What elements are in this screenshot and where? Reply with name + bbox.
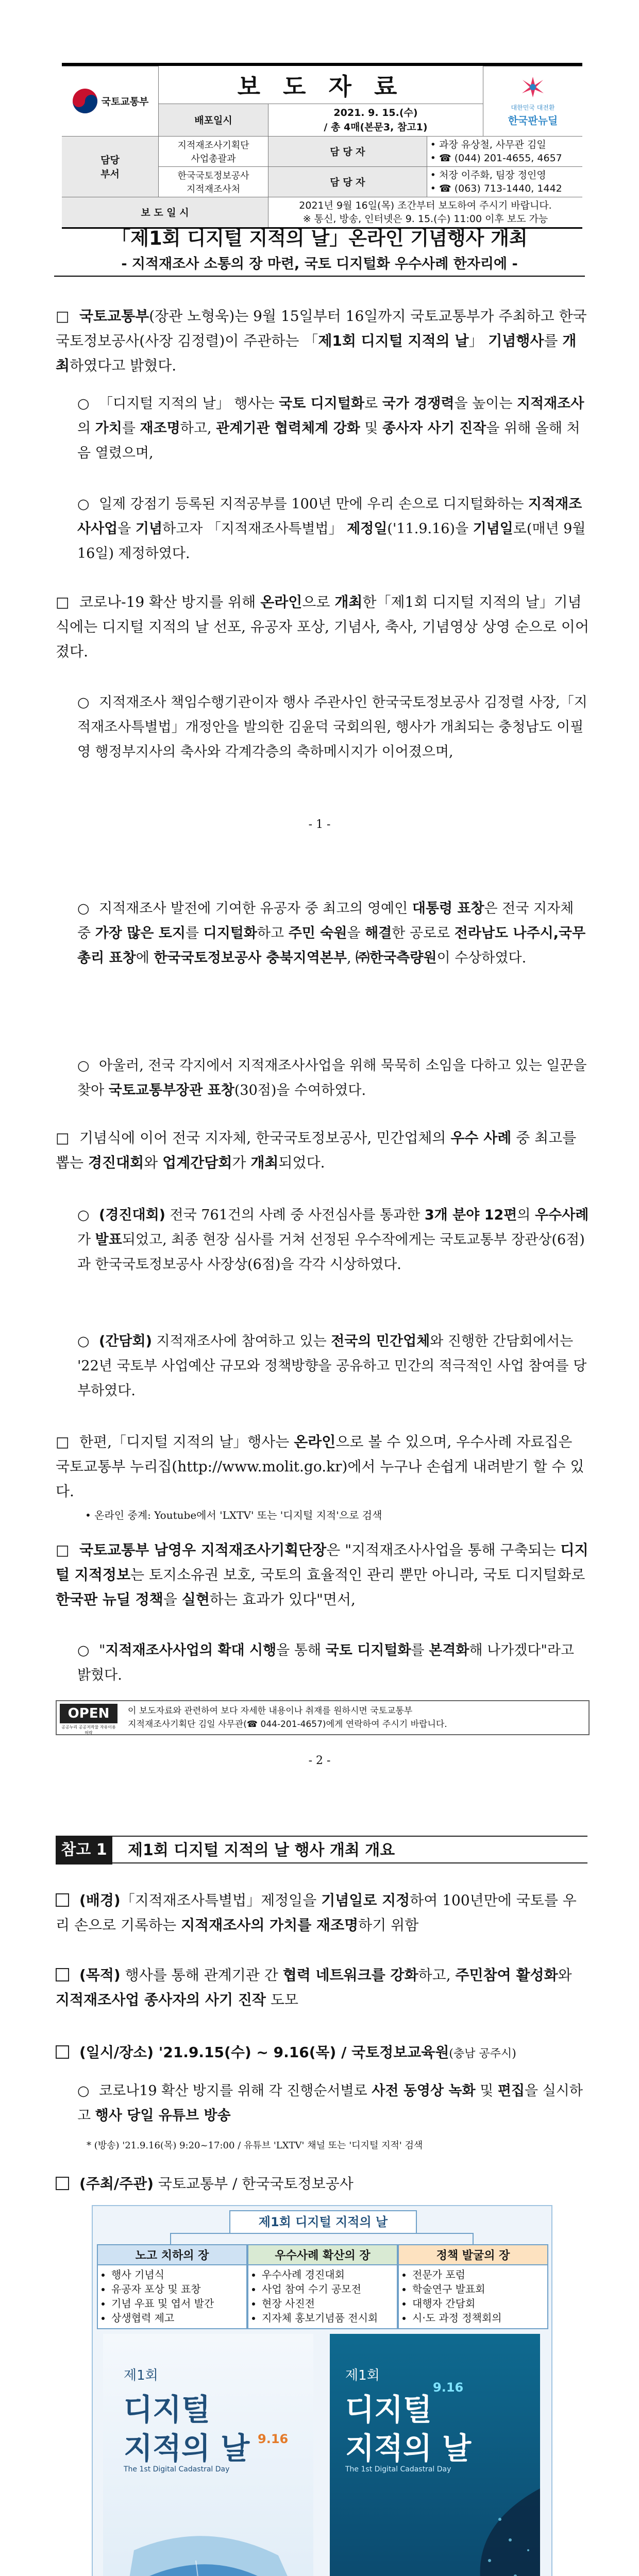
p12-b4: 실현	[181, 1591, 210, 1608]
page-number-1: - 1 -	[308, 818, 331, 831]
poster-1	[103, 2334, 313, 2576]
p12-t4: 하는 효과가 있다"면서,	[209, 1591, 356, 1608]
p9-b2: 우수사례	[535, 1207, 589, 1223]
bullet-circle: ○	[77, 1333, 90, 1349]
note-broadcast: * (방송) '21.9.16(목) 9:20~17:00 / 유튜브 'LXTV' 채널 또는 '디지털 지적' 검색	[87, 2140, 423, 2151]
newdeal-logo-cell	[483, 66, 583, 137]
column-1-item: • 유공자 포상 및 표창	[111, 2282, 246, 2296]
a3-t1: (충남 공주시)	[449, 2047, 516, 2060]
a2-t2: 하고,	[418, 1967, 456, 1984]
p6-t4: 하고	[257, 925, 289, 941]
a3-b1: '21.9.15(수) ~ 9.16(목) / 국토정보교육원	[154, 2044, 449, 2061]
p3-b2: 기념	[135, 521, 163, 537]
p5-t1: 지적재조사 책임수행기관이자 행사 주관사인 한국국토정보공사 김정렬 사장,「지적재조사특별법」개정안을 발의한 김윤덕 국회의원, 행사가 개최되는 충청남도 이필영 행정부지사의 축사와 각계각층의 축하메시지가 이어졌으며,	[77, 694, 587, 760]
p2-b2: 국가 경쟁력	[382, 396, 455, 412]
p2-b7: 종사자 사기 진작	[382, 420, 486, 436]
p9-t1: 전국 761건의 사례 중 사전심사를 통과한	[165, 1207, 425, 1223]
column-3-item: • 시·도 과정 정책회의	[412, 2311, 547, 2325]
p1-t2: 」	[468, 332, 483, 349]
a2-b2: 주민참여 활성화	[455, 1967, 558, 1984]
appendix-organizer	[56, 2172, 590, 2196]
p6-b1: 대통령 표창	[412, 901, 484, 917]
poster-1-date: 9.16	[258, 2432, 289, 2446]
appendix-purpose	[56, 1963, 590, 2012]
p7-b1: 국토교통부장관 표창	[108, 1082, 234, 1098]
p1-t1: (장관 노형욱)는 9월 15일부터 16일까지 국토교통부가 주최하고 한국국토정보공사(사장 김정렬)이 주관하는 「	[56, 308, 587, 349]
pages-value: / 총 4매(본문3, 참고1)	[324, 121, 428, 133]
p2-t1: 「디지털 지적의 날」 행사는	[99, 396, 279, 412]
a1-b2: 지적재조사의 가치를 재조명	[181, 1917, 359, 1934]
a4-b3: 행사 당일 유튜브 방송	[95, 2108, 231, 2124]
ministry-name: 국토교통부	[101, 96, 149, 108]
open-license-box	[56, 1700, 590, 1735]
a1-b0: (배경)	[79, 1892, 121, 1909]
headline-rule	[54, 276, 585, 277]
paragraph-1	[56, 304, 590, 378]
paragraph-10	[77, 1329, 590, 1403]
person-label-1: 담 당 자	[268, 136, 427, 166]
appendix-date-place	[56, 2040, 590, 2066]
paragraph-6	[77, 896, 590, 971]
p6-t7: 에	[136, 950, 154, 966]
p6-b6: 전라남도 나주시,국무총리 표창	[77, 925, 586, 966]
column-2-item: • 사업 참여 수기 공모전	[262, 2282, 397, 2296]
p11-b1: 온라인	[294, 1433, 336, 1450]
a4-t3: 을 실시하고	[77, 2083, 583, 2124]
p6-t9: 이 수상하였다.	[436, 950, 527, 966]
embargo-label: 보 도 일 시	[62, 197, 268, 227]
p10-t2: 와 진행한 간담회에서는 '22년 국토부 사업예산 규모와 정책방향을 공유하고 민간의 적극적인 사업 참여를 당부하였다.	[77, 1333, 587, 1399]
date-label: 배포일시	[159, 104, 268, 136]
p8-t1: 기념식에 이어 전국 지자체, 한국국토정보공사, 민간업체의	[79, 1129, 451, 1146]
a2-b1: 협력 네트워크를 강화	[282, 1967, 418, 1984]
note-online: • 온라인 중계: Youtube에서 'LXTV' 또는 '디지털 지적'으로 검색	[85, 1509, 382, 1521]
person-2-phone: • ☎ (063) 713-1440, 1442	[430, 182, 562, 194]
bullet-square: □	[56, 594, 70, 611]
a4-t2: 및	[475, 2083, 498, 2099]
bullet-square: □	[56, 1433, 70, 1450]
dept-2: 한국국토정보공사 지적재조사처	[159, 166, 268, 197]
p13-t2: 을 통해	[276, 1642, 326, 1658]
p3-t1: 일제 강점기 등록된 지적공부를 100년 만에 우리 손으로 디지털화하는	[99, 496, 528, 512]
dept-label: 담당 부서	[62, 136, 159, 197]
p10-b1: 전국의 민간업체	[331, 1333, 430, 1349]
press-header	[62, 63, 582, 229]
checkbox-icon	[56, 1893, 69, 1907]
p8-t5: 되었다.	[278, 1154, 325, 1171]
date-value: 2021. 9. 15.(수)	[333, 107, 418, 118]
p6-t6: 한 공로로	[392, 925, 455, 941]
newdeal-tagline: 대한민국 대전환	[511, 104, 555, 112]
p1-b1: 국토교통부	[79, 308, 149, 325]
a3-b0: (일시/장소)	[79, 2044, 154, 2061]
paragraph-2	[77, 392, 590, 466]
p9-b3: 발표	[95, 1232, 122, 1248]
paragraph-9	[77, 1203, 590, 1277]
p6-b3: 디지털화	[203, 925, 257, 941]
column-3-item: • 학술연구 발표회	[412, 2282, 547, 2296]
p9-t4: 되었고, 최종 현장 심사를 거쳐 선정된 우수작에게는 국토교통부 장관상(6점)과 한국국토정보공사 사장상(6점)을 각각 시상하였다.	[77, 1232, 585, 1273]
paragraph-13	[77, 1638, 590, 1688]
diagram-title: 제1회 디지털 지적의 날	[229, 2210, 417, 2234]
bullet-circle: ○	[77, 2083, 90, 2099]
p2-b5: 재조명	[140, 420, 180, 436]
diagram-connector	[170, 2233, 474, 2244]
poster-2-date: 9.16	[433, 2380, 464, 2395]
p3-t5: 로(매년 9월 16일) 제정하였다.	[77, 521, 586, 562]
p2-t8: 을 위해 올해 처음 열렸으며,	[77, 420, 580, 461]
bullet-circle: ○	[77, 694, 90, 710]
column-3-item: • 대행자 간담회	[412, 2296, 547, 2311]
person-1-name: • 과장 유상철, 사무관 김일	[430, 139, 546, 150]
open-sub: 공공누리 공공저작물 자유이용허락	[61, 1725, 116, 1735]
open-label: OPEN	[60, 1704, 117, 1723]
p3-t2: 을	[117, 521, 136, 537]
p1-b2: 제1회 디지털 지적의 날	[318, 332, 469, 349]
a4-b1: 사전 동영상 녹화	[372, 2083, 476, 2099]
a2-t3: 와	[558, 1967, 572, 1984]
column-1-item: • 행사 기념식	[111, 2267, 246, 2282]
paragraph-8	[56, 1126, 590, 1175]
paragraph-11	[56, 1430, 590, 1504]
column-1-head: 노고 치하의 장	[98, 2245, 246, 2265]
headline: 「제1회 디지털 지적의 날」온라인 기념행사 개최	[111, 227, 528, 249]
column-1-item: • 기념 우표 및 엽서 발간	[111, 2296, 246, 2311]
poster-1-line2: 디지털	[124, 2392, 211, 2427]
diagram-column-1	[97, 2244, 247, 2329]
p2-t6: 하고,	[180, 420, 216, 436]
p8-b2: 경진대회	[88, 1154, 144, 1171]
p6-t5: 을	[347, 925, 365, 941]
ministry-logo-cell	[62, 66, 159, 137]
p2-t3: 을 높이는	[454, 396, 517, 412]
p8-b1: 우수 사례	[450, 1129, 512, 1146]
p11-t1: 한편,「디지털 지적의 날」행사는	[79, 1433, 294, 1450]
bullet-square: □	[56, 1129, 70, 1146]
p4-b2: 개최	[334, 594, 363, 611]
a4-b2: 편집	[497, 2083, 525, 2099]
p2-b1: 국토 디지털화	[279, 396, 365, 412]
p12-t3: 을	[163, 1591, 182, 1608]
person-2	[427, 166, 582, 197]
paragraph-4	[56, 590, 590, 664]
p10-b0: (간담회)	[99, 1333, 152, 1349]
p4-t2: 으로	[302, 594, 335, 611]
p7-t2: (30점)을 수여하였다.	[234, 1082, 366, 1098]
p10-t1: 지적재조사에 참여하고 있는	[152, 1333, 331, 1349]
p6-b5: 해결	[365, 925, 392, 941]
p6-b7: 한국국토정보공사 충북지역본부	[154, 950, 347, 966]
p1-t4: 하였다고 밝혔다.	[70, 357, 177, 374]
p6-b4: 주민 숙원	[288, 925, 347, 941]
paragraph-7	[77, 1054, 590, 1103]
column-2-item: • 우수사례 경진대회	[262, 2267, 397, 2282]
a2-t1: 행사를 통해 관계기관 간	[120, 1967, 283, 1984]
p13-b2: 국토 디지털화	[325, 1642, 411, 1658]
poster-2-line1: 제1회	[345, 2368, 380, 2383]
person-1	[427, 136, 582, 166]
p13-b3: 본격화	[429, 1642, 469, 1658]
diagram-column-2	[247, 2244, 398, 2329]
appendix-background	[56, 1888, 590, 1938]
poster-1-line1: 제1회	[124, 2368, 158, 2383]
a2-b0: (목적)	[79, 1967, 121, 1984]
p2-t5: 를	[122, 420, 140, 436]
p3-b1: 지적재조사사업	[77, 496, 582, 537]
p12-b1: 국토교통부 남영우 지적재조사기획단장	[79, 1541, 327, 1558]
bullet-circle: ○	[77, 1642, 90, 1658]
person-label-2: 담 당 자	[268, 166, 427, 197]
p12-t1: 은 "지적재조사사업을 통해 구축되는	[326, 1541, 561, 1558]
p1-b4: 개최	[56, 332, 577, 374]
p6-t2: 은 전국 지자체 중	[77, 901, 574, 941]
p3-t4: ('11.9.16)을	[387, 521, 473, 537]
a1-b1: 기념일로 지정	[321, 1892, 410, 1909]
p13-t1: "	[99, 1642, 106, 1658]
p4-b1: 온라인	[260, 594, 302, 611]
newdeal-logo-icon	[520, 75, 546, 98]
bullet-circle: ○	[77, 396, 90, 412]
taegeuk-icon	[72, 88, 98, 114]
p13-t4: 해 나가겠다"라고 밝혔다.	[77, 1642, 575, 1683]
appendix-tag: 참고 1	[56, 1836, 112, 1865]
p2-t7: 및	[360, 420, 382, 436]
bullet-circle: ○	[77, 496, 90, 512]
checkbox-icon	[56, 2177, 69, 2190]
p13-t3: 를	[411, 1642, 429, 1658]
p6-b2: 가장 많은 토지	[95, 925, 186, 941]
p3-t3: 하고자 「지적재조사특별법」	[162, 521, 347, 537]
p8-t3: 와	[144, 1154, 163, 1171]
appendix-covid-note	[77, 2079, 590, 2128]
page-number-2: - 2 -	[308, 1754, 331, 1767]
newdeal-text: 한국판뉴딜	[508, 114, 558, 127]
dept-1: 지적재조사기획단 사업총괄과	[159, 136, 268, 166]
p1-t3: 를	[544, 332, 563, 349]
p2-b3: 지적재조사	[517, 396, 584, 412]
bullet-circle: ○	[77, 901, 90, 917]
a2-b3: 지적재조사업 종사자의 사기 진작	[56, 1991, 266, 2008]
bullet-circle: ○	[77, 1207, 90, 1223]
p2-t2: 로	[364, 396, 382, 412]
p9-t3: 가	[77, 1232, 95, 1248]
subheadline: - 지적재조사 소통의 장 마련, 국토 디지털화 우수사례 한자리에 -	[121, 256, 518, 272]
p11-t2: 으로 볼 수 있으며, 우수사례 자료집은 국토교통부 누리집(http://www.molit.go.kr)에서 누구나 손쉽게 내려받기 할 수 있다.	[56, 1433, 584, 1500]
bullet-circle: ○	[77, 1058, 90, 1074]
poster-2	[330, 2334, 540, 2576]
p12-b2: 디지털 지적정보	[56, 1541, 588, 1583]
p8-b4: 개최	[250, 1154, 279, 1171]
p6-t3: 를	[185, 925, 204, 941]
column-2-item: • 현장 사진전	[262, 2296, 397, 2311]
p9-b1: 3개 분야 12편	[424, 1207, 517, 1223]
p9-b0: (경진대회)	[99, 1207, 166, 1223]
a5-t1: 국토교통부 / 한국국토정보공사	[154, 2175, 354, 2192]
p6-b8: ㈜한국측량원	[356, 950, 437, 966]
person-1-phone: • ☎ (044) 201-4655, 4657	[430, 152, 562, 164]
p9-t2: 의	[517, 1207, 535, 1223]
p3-b4: 기념일	[473, 521, 513, 537]
p8-t4: 가	[232, 1154, 251, 1171]
column-3-head: 정책 발굴의 장	[399, 2245, 547, 2265]
p4-t1: 코로나-19 확산 방지를 위해	[79, 594, 261, 611]
checkbox-icon	[56, 1968, 69, 1981]
p8-b3: 업계간담회	[162, 1154, 232, 1171]
checkbox-icon	[56, 2045, 69, 2059]
diagram-column-3	[398, 2244, 548, 2329]
p3-b3: 제정일	[347, 521, 388, 537]
p8-t2: 중 최고를 뽑는	[56, 1129, 577, 1171]
a4-t1: 코로나19 확산 방지를 위해 각 진행순서별로	[99, 2083, 372, 2099]
p4-t3: 한「제1회 디지털 지적의 날」기념식에는 디지털 지적의 날 선포, 유공자 포상, 기념사, 축사, 기념영상 상영 순으로 이어졌다.	[56, 594, 589, 660]
p2-b6: 관계기관 협력체계 강화	[216, 420, 360, 436]
p12-t2: 는 토지소유권 보호, 국토의 효율적인 관리 뿐만 아니라, 국토 디지털화로	[130, 1566, 585, 1583]
poster-2-line2: 디지털	[345, 2392, 432, 2427]
person-2-name: • 처장 이주화, 팀장 정인영	[430, 169, 546, 181]
p6-t8: ,	[346, 950, 356, 966]
a5-b0: (주최/주관)	[79, 2175, 154, 2192]
poster-2-eng: The 1st Digital Cadastral Day	[345, 2465, 451, 2473]
paragraph-12	[56, 1538, 590, 1612]
p13-b1: 지적재조사사업의 확대 시행	[105, 1642, 277, 1658]
p12-b3: 한국판 뉴딜 정책	[56, 1591, 163, 1608]
embargo-line-2: ※ 통신, 방송, 인터넷은 9. 15.(수) 11:00 이후 보도 가능	[302, 213, 548, 225]
column-1-item: • 상생협력 제고	[111, 2311, 246, 2325]
bullet-square: □	[56, 1541, 70, 1558]
p7-t1: 아울러, 전국 각지에서 지적재조사사업을 위해 묵묵히 소임을 다하고 있는 일꾼을 찾아	[77, 1058, 587, 1098]
p6-t1: 지적재조사 발전에 기여한 유공자 중 최고의 영예인	[99, 901, 412, 917]
open-notice: 이 보도자료와 관련하여 보다 자세한 내용이나 취재를 원하시면 국토교통부 지적재조사기획단 김일 사무관(☎ 044-201-4657)에게 연락하여 주시기 바랍니다.	[128, 1706, 447, 1730]
poster-1-eng: The 1st Digital Cadastral Day	[124, 2465, 230, 2473]
column-2-head: 우수사례 확산의 장	[248, 2245, 397, 2265]
doc-title: 보 도 자 료	[159, 66, 483, 104]
a2-t4: 도모	[265, 1991, 298, 2008]
a1-t1: 「지적재조사특별법」제정일을	[120, 1892, 322, 1909]
paragraph-5	[77, 690, 590, 765]
p1-b3: 기념행사	[483, 332, 544, 349]
embargo-line-1: 2021년 9월 16일(목) 조간부터 보도하여 주시기 바랍니다.	[299, 199, 552, 211]
p2-t4: 의	[77, 420, 95, 436]
column-2-item: • 지자체 홍보기념품 전시회	[262, 2311, 397, 2325]
a1-t3: 하기 위함	[358, 1917, 419, 1934]
poster-2-line3: 지적의 날	[345, 2431, 472, 2466]
date-cell	[268, 104, 483, 136]
p2-b4: 가치	[95, 420, 122, 436]
paragraph-3	[77, 492, 590, 566]
column-3-item: • 전문가 포럼	[412, 2267, 547, 2282]
poster-1-line3: 지적의 날	[124, 2431, 250, 2466]
a1-t2: 하여 100년만에 국토를 우리 손으로 기록하는	[56, 1892, 577, 1934]
bullet-square: □	[56, 308, 70, 325]
appendix-title: 제1회 디지털 지적의 날 행사 개최 개요	[112, 1836, 587, 1863]
